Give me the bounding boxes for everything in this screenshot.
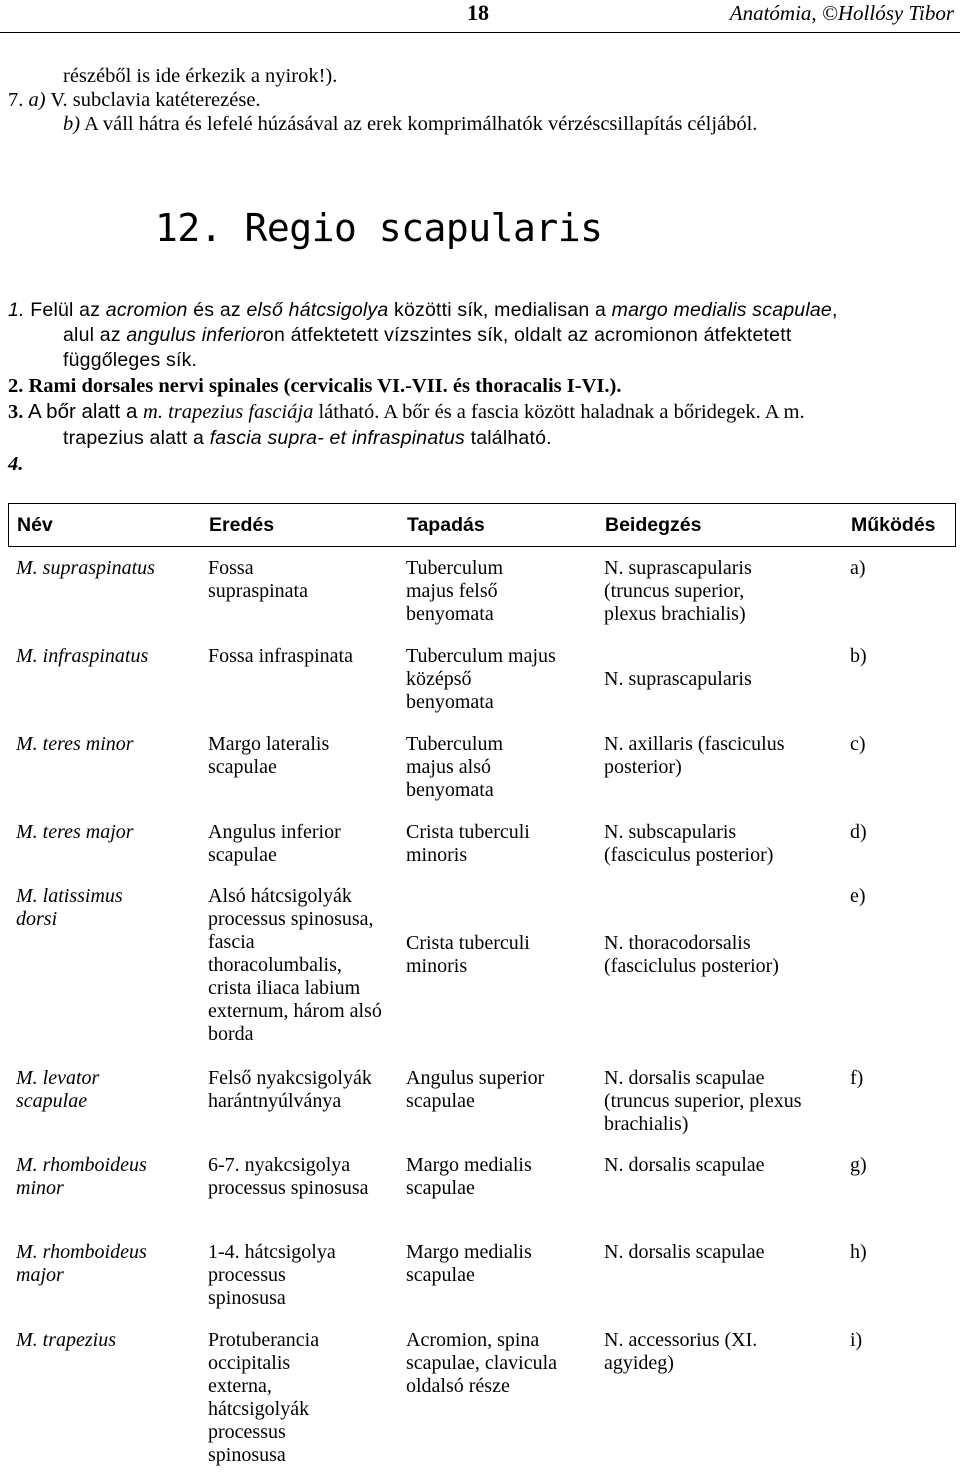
cell-beidegzes: N. axillaris (fasciculus posterior): [604, 733, 785, 778]
cell-eredes: 6-7. nyakcsigolya processus spinosusa: [208, 1154, 369, 1199]
point-1-line-1: 1. Felül az acromion és az első hátcsigolya közötti sík, medialisan a margo medialis scapulae,: [8, 299, 838, 321]
cell-nev: M. supraspinatus: [16, 557, 155, 579]
table-row: [8, 1067, 956, 1154]
cell-nev: M. latissimus dorsi: [16, 885, 123, 930]
header-nev: Név: [17, 514, 53, 536]
table-row: [8, 557, 956, 645]
cell-beidegzes: N. dorsalis scapulae: [604, 1154, 765, 1176]
cell-tapadas: Tuberculum majus alsó benyomata: [406, 733, 504, 801]
cell-beidegzes: N. suprascapularis (truncus superior, plexus brachialis): [604, 557, 752, 625]
header-mukodes: Működés: [851, 514, 936, 536]
point-4: 4.: [8, 453, 24, 475]
cell-mukodes: e): [850, 885, 866, 907]
point-2: 2. Rami dorsales nervi spinales (cervicalis VI.-VII. és thoracalis I-VI.).: [8, 375, 622, 397]
running-title: Anatómia, ©Hollósy Tibor: [729, 1, 954, 25]
cell-nev: M. infraspinatus: [16, 645, 149, 667]
cell-eredes: Protuberancia occipitalis externa, hátcsigolyák processus spinosusa: [208, 1329, 320, 1466]
header-beidegzes: Beidegzés: [605, 514, 702, 536]
cell-tapadas: Margo medialis scapulae: [406, 1241, 532, 1286]
cell-eredes: Alsó hátcsigolyák processus spinosusa, fascia thoracolumbalis, crista iliaca labium externum, három alsó borda: [208, 885, 382, 1045]
cell-nev: M. levator scapulae: [16, 1067, 100, 1112]
cell-beidegzes: N. subscapularis (fasciculus posterior): [604, 821, 774, 866]
cell-beidegzes: N. accessorius (XI. agyideg): [604, 1329, 758, 1374]
cell-nev: M. rhomboideus major: [16, 1241, 147, 1286]
point-3-line-1: 3. A bőr alatt a m. trapezius fasciája látható. A bőr és a fascia között haladnak a bőridegek. A m.: [8, 400, 805, 423]
cell-eredes: Fossa supraspinata: [208, 557, 308, 602]
table-row: [8, 885, 956, 1067]
cell-tapadas: Crista tuberculi minoris: [406, 932, 530, 977]
header-tapadas: Tapadás: [407, 514, 485, 536]
cell-nev: M. trapezius: [16, 1329, 116, 1351]
point-1-line-3: függőleges sík.: [63, 349, 198, 371]
table-row: [8, 1154, 956, 1241]
table-row: [8, 645, 956, 733]
cell-mukodes: b): [850, 645, 867, 667]
cell-mukodes: g): [850, 1154, 867, 1176]
cell-mukodes: i): [850, 1329, 863, 1351]
cell-mukodes: f): [850, 1067, 864, 1089]
point-1-line-2: alul az angulus inferioron átfektetett vízszintes sík, oldalt az acromionon átfektetett: [63, 324, 792, 346]
header-eredes: Eredés: [209, 514, 275, 536]
cell-tapadas: Acromion, spina scapulae, clavicula oldalsó része: [406, 1329, 558, 1397]
cell-tapadas: Crista tuberculi minoris: [406, 821, 530, 866]
cell-mukodes: d): [850, 821, 867, 843]
muscle-table: [8, 503, 956, 1469]
cell-tapadas: Margo medialis scapulae: [406, 1154, 532, 1199]
cell-eredes: Margo lateralis scapulae: [208, 733, 330, 778]
cell-tapadas: Angulus superior scapulae: [406, 1067, 545, 1112]
cell-eredes: Angulus inferior scapulae: [208, 821, 341, 866]
intro-line-2: 7. a) V. subclavia katéterezése.: [8, 89, 261, 111]
table-row: [8, 733, 956, 821]
point-3-line-2: trapezius alatt a fascia supra- et infraspinatus található.: [63, 427, 552, 449]
cell-beidegzes: N. thoracodorsalis (fasciclulus posterior): [604, 932, 779, 977]
cell-mukodes: a): [850, 557, 866, 579]
cell-beidegzes: N. dorsalis scapulae: [604, 1241, 765, 1263]
item-number: 7.: [8, 89, 24, 111]
cell-mukodes: c): [850, 733, 866, 755]
cell-tapadas: Tuberculum majus felső benyomata: [406, 557, 504, 625]
cell-eredes: Felső nyakcsigolyák harántnyúlványa: [208, 1067, 372, 1112]
intro-line-3: b) A váll hátra és lefelé húzásával az erek komprimálhatók vérzéscsillapítás céljából.: [63, 113, 758, 135]
cell-nev: M. teres minor: [16, 733, 134, 755]
intro-line-1: részéből is ide érkezik a nyirok!).: [63, 65, 338, 87]
cell-tapadas: Tuberculum majus középső benyomata: [406, 645, 556, 713]
section-title: 12. Regio scapularis: [155, 206, 603, 250]
cell-eredes: Fossa infraspinata: [208, 645, 353, 667]
cell-nev: M. rhomboideus minor: [16, 1154, 147, 1199]
cell-beidegzes: N. dorsalis scapulae (truncus superior, plexus brachialis): [604, 1067, 802, 1135]
cell-nev: M. teres major: [16, 821, 134, 843]
table-row: [8, 1241, 956, 1329]
cell-eredes: 1-4. hátcsigolya processus spinosusa: [208, 1241, 336, 1309]
cell-mukodes: h): [850, 1241, 867, 1263]
table-row: [8, 1329, 956, 1469]
page-header: [0, 0, 960, 33]
table-header: [8, 503, 956, 547]
table-row: [8, 821, 956, 885]
page-number: 18: [467, 0, 489, 25]
cell-beidegzes: N. suprascapularis: [604, 668, 752, 690]
